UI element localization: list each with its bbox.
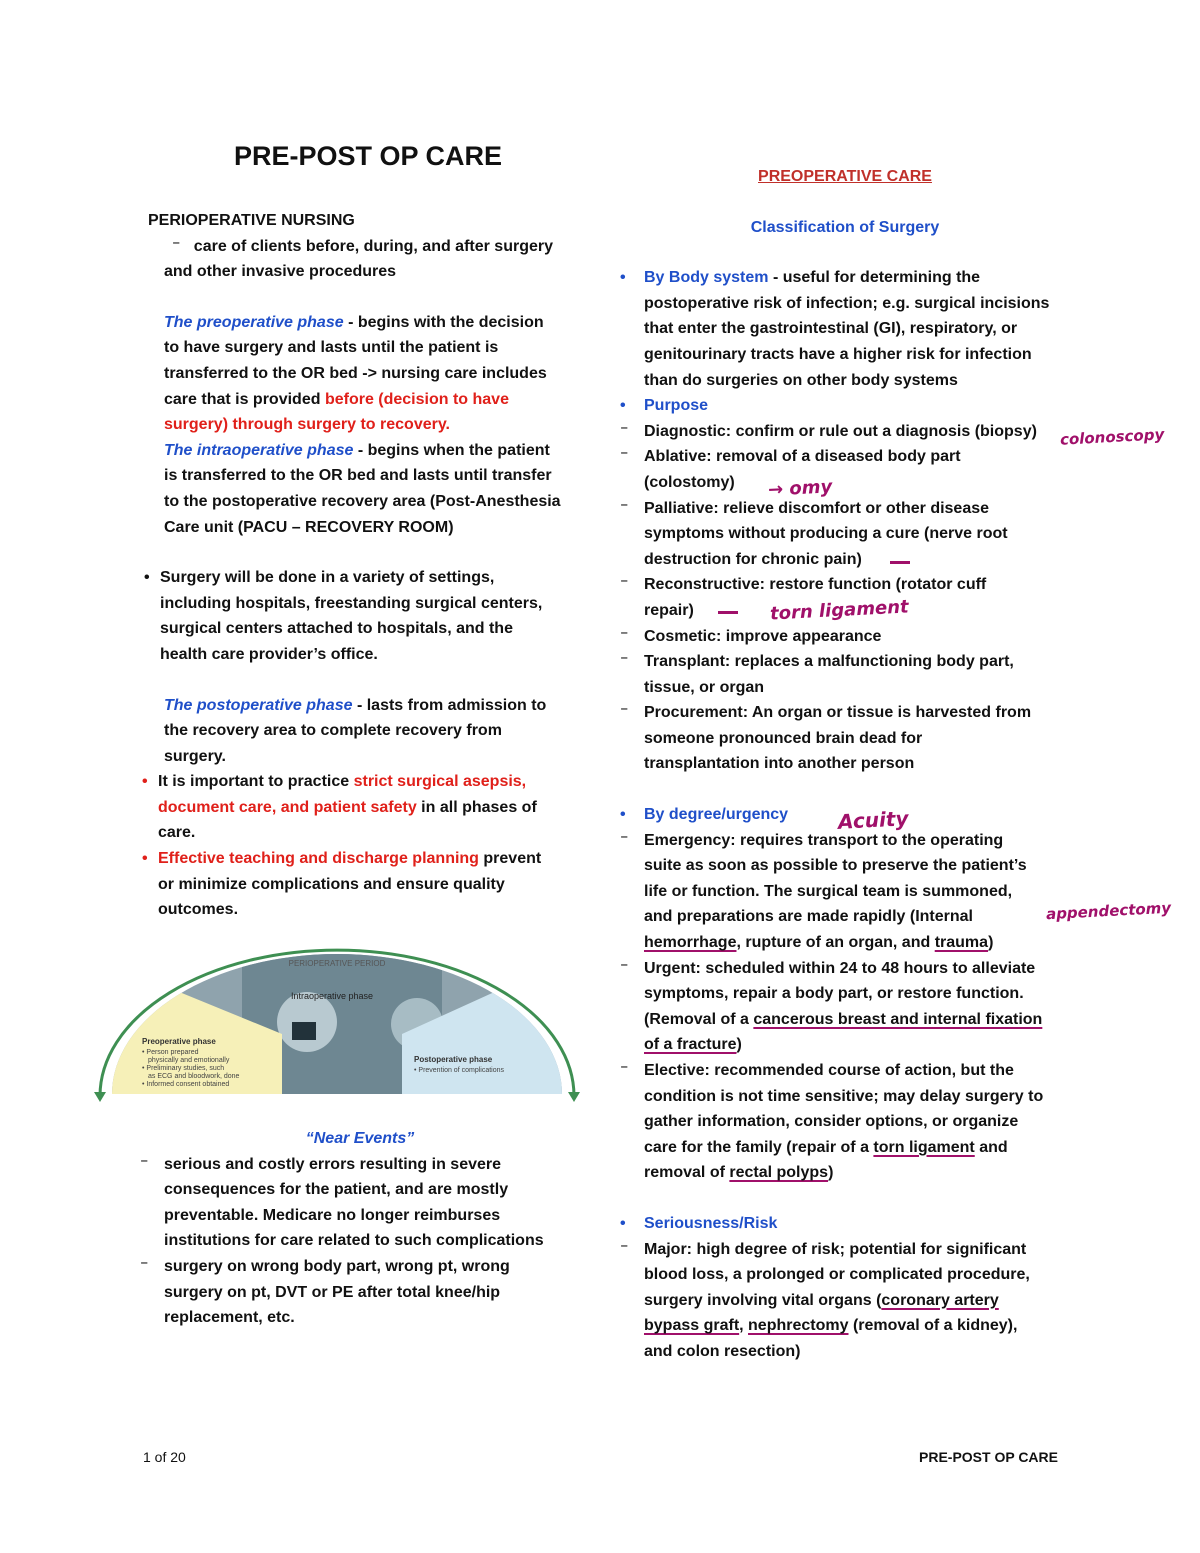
urgency-text: , rupture of an organ, and: [736, 934, 935, 952]
urgency-text: condition is not time sensitive; may delay surgery to: [644, 1087, 1044, 1105]
purpose-item: [620, 444, 1070, 495]
near-events-heading: “Near Events”: [305, 1130, 415, 1147]
urgency-item: [620, 828, 1070, 956]
purpose-text: someone pronounced brain dead for: [644, 729, 923, 747]
dash-marker: ⁻: [620, 499, 629, 517]
post-text: the recovery area to complete recovery from: [164, 722, 502, 740]
underlined-term: of a fracture: [644, 1036, 737, 1054]
asepsis-text: It is important to practice: [158, 773, 354, 791]
body-system-label: By Body system: [644, 269, 769, 287]
dash-marker: ⁻: [620, 1240, 629, 1258]
purpose-text: Cosmetic: improve appearance: [644, 627, 882, 645]
purpose-item: [620, 700, 1070, 777]
urgency-text: ): [828, 1164, 834, 1182]
near-text: surgery on wrong body part, wrong pt, wrong: [164, 1257, 510, 1275]
annotation-dash: [890, 561, 910, 564]
risk-text: and colon resection): [644, 1342, 801, 1360]
degree-label: By degree/urgency: [644, 806, 789, 824]
settings-text: health care provider’s office.: [160, 645, 378, 663]
underlined-term: coronary artery: [881, 1291, 999, 1309]
body-system-text: than do surgeries on other body systems: [644, 371, 958, 389]
urgency-text: Elective: recommended course of action, but the: [644, 1062, 1014, 1079]
purpose-text: (colostomy): [644, 473, 735, 491]
body-system-text: genitourinary tracts have a higher risk for infection: [644, 345, 1032, 363]
dash-marker: ⁻: [620, 422, 629, 440]
purpose-bullet: [620, 393, 1070, 419]
teaching-bullet: [142, 846, 588, 923]
pre-text: - begins with the decision: [343, 313, 544, 331]
near-text: consequences for the patient, and are mostly: [164, 1181, 509, 1199]
intra-text: to the postoperative recovery area (Post-Anesthesia: [164, 492, 561, 510]
dash-marker: ⁻: [620, 831, 629, 849]
perioperative-period-diagram: [92, 944, 582, 1104]
definition-line2: and other invasive procedures: [164, 263, 397, 281]
intra-text: Care unit (PACU – RECOVERY ROOM): [164, 518, 454, 536]
surgery-monitor-icon: [292, 1022, 316, 1040]
purpose-text: Transplant: replaces a malfunctioning body part,: [644, 653, 1014, 671]
annotation-colonoscopy: colonoscopy: [1059, 425, 1165, 449]
dash-marker: ⁻: [620, 1062, 629, 1079]
purpose-text: destruction for chronic pain): [644, 550, 862, 568]
diagram-top-label: PERIOPERATIVE PERIOD: [288, 959, 386, 968]
classification-heading: Classification of Surgery: [750, 218, 940, 236]
pre-text: transferred to the OR bed -> nursing care includes: [164, 364, 547, 382]
risk-text: ,: [739, 1317, 749, 1335]
urgency-text: ): [736, 1036, 742, 1054]
purpose-item: [620, 624, 1070, 650]
post-text: - lasts from admission to: [352, 696, 547, 714]
near-events-section: [140, 1126, 580, 1331]
annotation-acuity: Acuity: [837, 806, 910, 834]
footer-title: PRE-POST OP CARE: [919, 1449, 1058, 1465]
purpose-text: symptoms without producing a cure (nerve root: [644, 525, 1008, 543]
diagram-intra-label: Intraoperative phase: [290, 991, 374, 1001]
annotation-torn-ligament: torn ligament: [769, 596, 910, 625]
urgency-text: and preparations are made rapidly (Internal: [644, 908, 973, 926]
dash-marker: ⁻: [140, 1257, 149, 1275]
perioperative-heading: PERIOPERATIVE NURSING: [148, 212, 355, 229]
risk-text: blood loss, a prolonged or complicated procedure,: [644, 1266, 1030, 1284]
seriousness-label: Seriousness/Risk: [644, 1214, 778, 1232]
settings-text: surgical centers attached to hospitals, and the: [160, 620, 513, 638]
purpose-text: Diagnostic: confirm or rule out a diagnosis (biopsy): [644, 422, 1037, 440]
page-number: 1 of 20: [143, 1449, 186, 1465]
urgency-text: ): [988, 934, 994, 952]
near-text: serious and costly errors resulting in severe: [164, 1155, 502, 1173]
near-text: replacement, etc.: [164, 1309, 295, 1327]
purpose-item: [620, 496, 1070, 573]
settings-bullet: [144, 565, 588, 667]
asepsis-text: in all phases of: [416, 798, 537, 816]
diagram-post-bullet: • Prevention of complications: [414, 1067, 504, 1074]
annotation-ostomy: → omy: [767, 476, 833, 501]
preoperative-phase-block: [148, 310, 588, 540]
diagram-pre-title: Preoperative phase: [142, 1037, 216, 1046]
body-system-text: postoperative risk of infection; e.g. surgical incisions: [644, 294, 1050, 312]
purpose-text: repair): [644, 601, 694, 619]
diagram-pre-bullet: as ECG and bloodwork, done: [148, 1073, 240, 1080]
underlined-term: cancerous breast and internal fixation: [753, 1010, 1043, 1028]
preoperative-care-heading: PREOPERATIVE CARE: [758, 168, 932, 185]
teaching-emphasis: Effective teaching and discharge planning: [158, 850, 479, 868]
risk-text: Major: high degree of risk; potential for significant: [644, 1240, 1027, 1258]
annotation-dash: [718, 611, 738, 614]
underlined-term: hemorrhage: [644, 934, 737, 952]
post-text: surgery.: [164, 747, 226, 765]
page-title: PRE-POST OP CARE: [233, 141, 503, 171]
dash-marker: ⁻: [620, 704, 629, 722]
def-text: care of clients before, during, and after surgery: [193, 237, 553, 255]
bullet-icon: •: [142, 850, 148, 868]
pre-text: to have surgery and lasts until the patient is: [164, 339, 499, 357]
settings-text: Surgery will be done in a variety of settings,: [160, 569, 495, 587]
urgency-text: (Removal of a: [644, 1010, 754, 1028]
dash-marker: ⁻: [620, 959, 629, 977]
body-system-bullet: [620, 265, 1070, 393]
underlined-term: rectal polyps: [729, 1164, 829, 1182]
bullet-icon: •: [144, 569, 150, 587]
urgency-text: life or function. The surgical team is summoned,: [644, 882, 1013, 900]
urgency-item: [620, 1058, 1070, 1186]
purpose-label: Purpose: [644, 397, 709, 415]
body-system-text: that enter the gastrointestinal (GI), respiratory, or: [644, 320, 1018, 338]
asepsis-emphasis: document care, and patient safety: [158, 798, 417, 816]
dash-marker: ⁻: [620, 448, 629, 466]
urgency-item: [620, 956, 1070, 1058]
urgency-text: gather information, consider options, or organize: [644, 1113, 1019, 1131]
near-event-item: [140, 1152, 580, 1254]
purpose-text: transplantation into another person: [644, 755, 915, 773]
near-text: preventable. Medicare no longer reimburses: [164, 1206, 501, 1224]
purpose-text: Procurement: An organ or tissue is harvested from: [644, 704, 1032, 722]
diagram-pre-bullet: • Preliminary studies, such: [142, 1065, 225, 1072]
teaching-text: or minimize complications and ensure quality: [158, 875, 505, 893]
bullet-icon: •: [620, 269, 626, 287]
bullet-icon: •: [620, 806, 626, 824]
teaching-text: outcomes.: [158, 901, 239, 919]
preoperative-phase-label: The preoperative phase: [164, 313, 344, 331]
diagram-post-title: Postoperative phase: [414, 1055, 493, 1064]
purpose-text: Ablative: removal of a diseased body part: [644, 448, 961, 466]
diagram-pre-bullet: • Person prepared: [142, 1049, 199, 1056]
annotation-appendectomy: appendectomy: [1045, 898, 1172, 924]
bullet-icon: •: [620, 1214, 626, 1232]
dash-marker: ⁻: [140, 1155, 149, 1173]
underlined-term: torn ligament: [873, 1138, 975, 1156]
risk-text: surgery involving vital organs (: [644, 1291, 882, 1309]
near-event-item: [140, 1254, 580, 1331]
body-system-text: - useful for determining the: [768, 269, 981, 287]
urgency-text: suite as soon as possible to preserve the patient’s: [644, 857, 1027, 875]
dash-marker: ⁻: [620, 627, 629, 645]
purpose-item: [620, 419, 1070, 445]
urgency-text: care for the family (repair of a: [644, 1138, 874, 1156]
dash-marker: ⁻: [620, 653, 629, 671]
arrow-left-icon: [94, 1092, 106, 1102]
left-column: [142, 140, 588, 923]
purpose-text: Palliative: relieve discomfort or other disease: [644, 499, 990, 517]
risk-text: (removal of a kidney),: [848, 1317, 1018, 1335]
underlined-term: bypass graft: [644, 1317, 740, 1335]
dash-marker: ⁻: [620, 576, 629, 594]
urgency-text: Emergency: requires transport to the operating: [644, 831, 1004, 849]
diagram-pre-bullet: • Informed consent obtained: [142, 1081, 230, 1088]
bullet-icon: •: [142, 773, 148, 791]
urgency-text: Urgent: scheduled within 24 to 48 hours to alleviate: [644, 959, 1036, 977]
postoperative-phase-label: The postoperative phase: [164, 696, 353, 714]
asepsis-emphasis: strict surgical asepsis,: [353, 773, 527, 791]
underlined-term: nephrectomy: [748, 1317, 849, 1335]
near-text: institutions for care related to such complications: [164, 1232, 544, 1250]
pre-emphasis: before (decision to have: [324, 390, 509, 408]
intraoperative-phase-label: The intraoperative phase: [164, 441, 354, 459]
risk-item: [620, 1237, 1070, 1365]
definition-line: [148, 234, 588, 260]
intra-text: - begins when the patient: [353, 441, 550, 459]
dash-marker: ⁻: [172, 237, 181, 255]
settings-text: including hospitals, freestanding surgical centers,: [160, 594, 543, 612]
bullet-icon: •: [620, 397, 626, 415]
arrow-right-icon: [568, 1092, 580, 1102]
right-column: [620, 164, 1070, 1365]
intra-text: is transferred to the OR bed and lasts until transfer: [164, 467, 552, 485]
seriousness-bullet: [620, 1211, 1070, 1237]
urgency-text: and: [974, 1138, 1008, 1156]
asepsis-text: care.: [158, 824, 196, 842]
purpose-item: [620, 649, 1070, 700]
teaching-text: prevent: [478, 850, 542, 868]
pre-emphasis: surgery) through surgery to recovery.: [164, 416, 450, 434]
diagram-pre-bullet: physically and emotionally: [148, 1057, 230, 1064]
pre-text: care that is provided: [164, 390, 325, 408]
postoperative-phase-block: [148, 693, 588, 770]
purpose-text: Reconstructive: restore function (rotator cuff: [644, 576, 987, 594]
asepsis-bullet: [142, 769, 588, 846]
purpose-text: tissue, or organ: [644, 678, 765, 696]
near-text: surgery on pt, DVT or PE after total knee/hip: [164, 1283, 501, 1301]
urgency-text: removal of: [644, 1164, 730, 1182]
underlined-term: trauma: [934, 934, 989, 952]
urgency-text: symptoms, repair a body part, or restore function.: [644, 985, 1024, 1003]
